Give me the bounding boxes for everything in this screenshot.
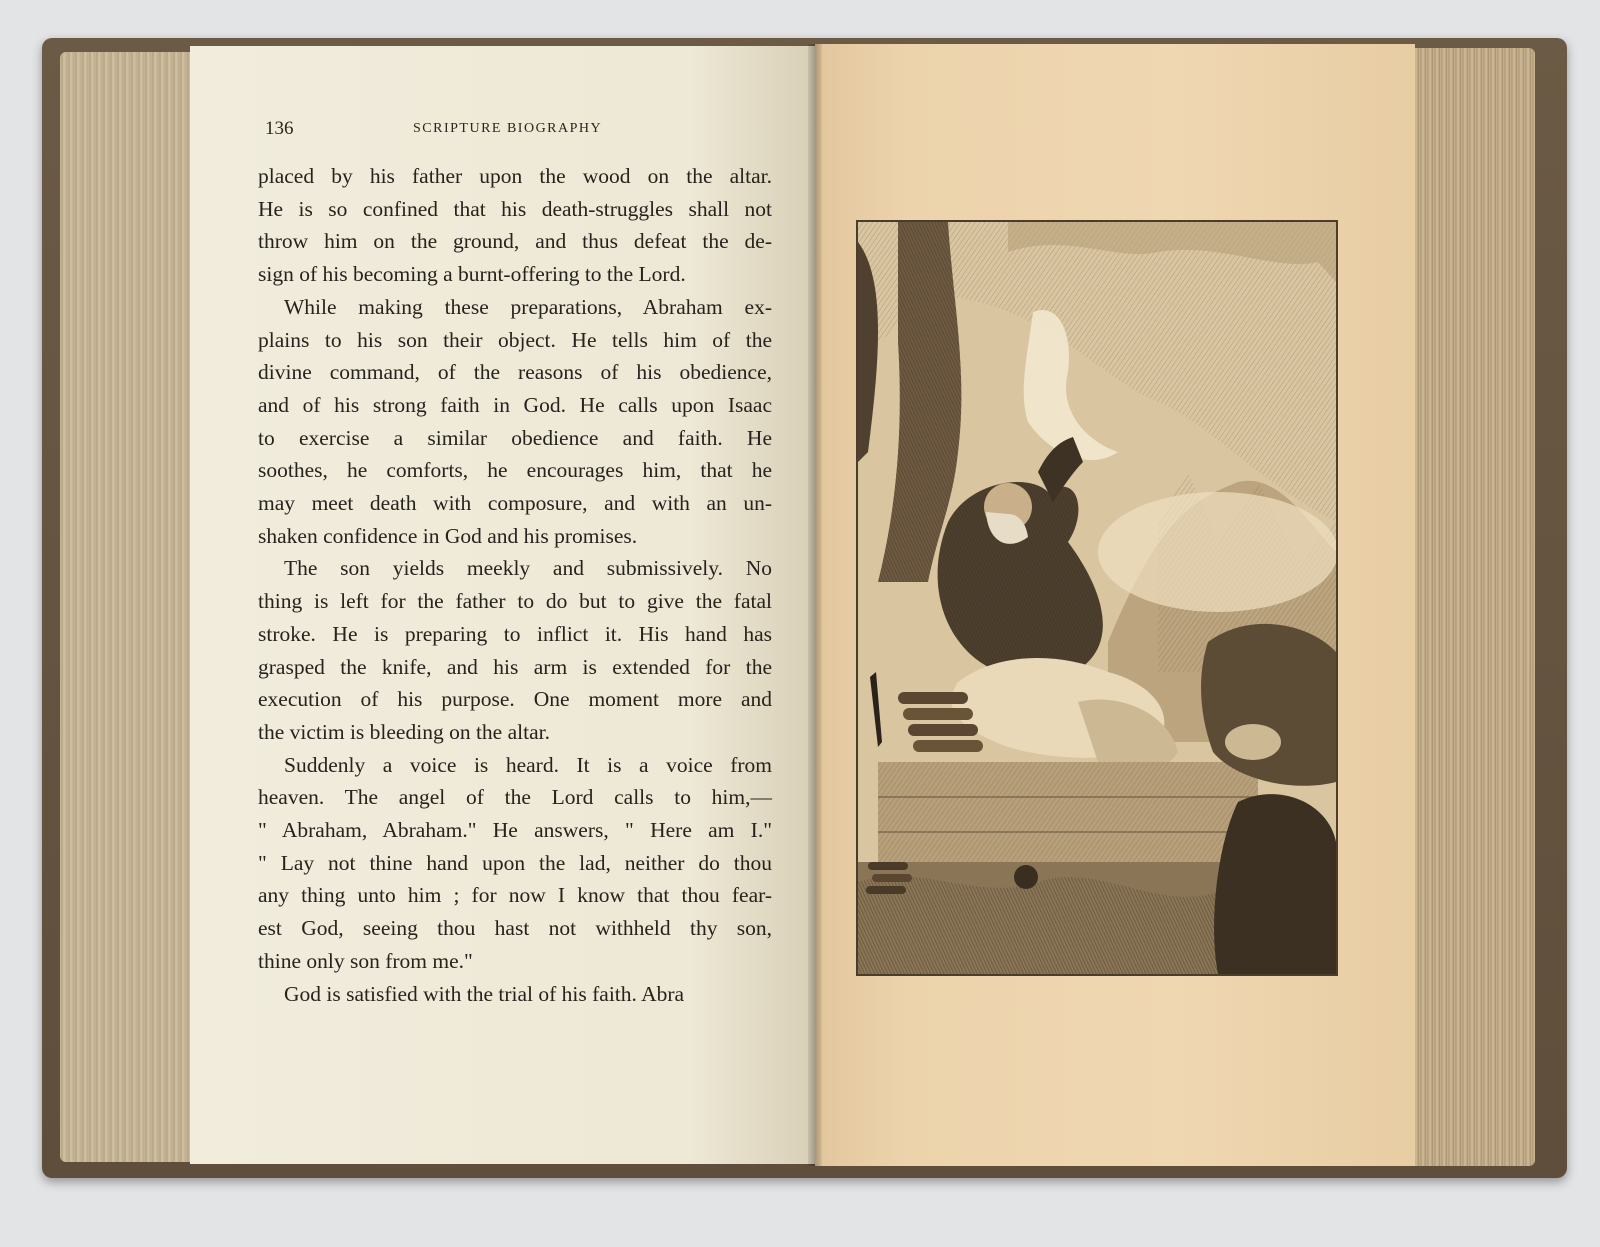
bright-cloud (1098, 492, 1336, 612)
text-line: grasped the knife, and his arm is extended for the (258, 654, 772, 679)
engraving-illustration (856, 220, 1338, 976)
text-line: stroke. He is preparing to inflict it. His hand has (258, 621, 772, 646)
book-gutter (808, 44, 822, 1166)
text-line: soothes, he comforts, he encourages him, that he (258, 458, 772, 483)
left-page-block-edge (60, 52, 200, 1162)
text-line: and of his strong faith in God. He calls upon Isaac (258, 392, 772, 417)
text-line: Suddenly a voice is heard. It is a voice from (284, 752, 772, 777)
text-line: God is satisfied with the trial of his faith. Abra (284, 981, 685, 1006)
text-line: heaven. The angel of the Lord calls to him,— (258, 785, 772, 810)
sticks-pile (866, 862, 912, 894)
text-line: He is so confined that his death-struggles shall not (258, 196, 772, 221)
text-line: execution of his purpose. One moment more and (258, 687, 772, 712)
text-line: est God, seeing thou hast not withheld thy son, (258, 916, 772, 941)
ram (1225, 724, 1281, 760)
text-line: thing is left for the father to do but to give the fatal (258, 589, 772, 614)
page-number: 136 (265, 118, 294, 139)
text-line: to exercise a similar obedience and faith. He (258, 425, 772, 450)
text-line: The son yields meekly and submissively. No (284, 556, 772, 581)
text-line: " Abraham, Abraham." He answers, " Here am I." (258, 818, 772, 843)
text-line: may meet death with composure, and with an un- (258, 491, 772, 516)
text-line: any thing unto him ; for now I know that thou fear- (258, 883, 772, 908)
fire-pot (1014, 865, 1038, 889)
foreground-plant (1214, 794, 1336, 974)
running-head (265, 118, 785, 142)
text-line: divine command, of the reasons of his obedience, (258, 360, 772, 385)
stone-altar-shading (878, 762, 1258, 862)
text-line: the victim is bleeding on the altar. (258, 719, 550, 744)
text-line: plains to his son their object. He tells him of the (258, 327, 772, 352)
text-line: " Lay not thine hand upon the lad, neither do thou (258, 850, 772, 875)
body-text (258, 160, 772, 1010)
text-line: thine only son from me." (258, 948, 473, 973)
text-line: While making these preparations, Abraham ex- (284, 294, 772, 319)
text-line: placed by his father upon the wood on the altar. (258, 164, 772, 188)
engraving-svg (858, 222, 1336, 974)
text-line: throw him on the ground, and thus defeat the de- (258, 229, 772, 254)
running-head-title: SCRIPTURE BIOGRAPHY (413, 121, 603, 136)
text-line: sign of his becoming a burnt-offering to the Lord. (258, 262, 686, 287)
right-page-block-edge (1405, 48, 1535, 1166)
text-line: shaken confidence in God and his promises. (258, 523, 638, 548)
